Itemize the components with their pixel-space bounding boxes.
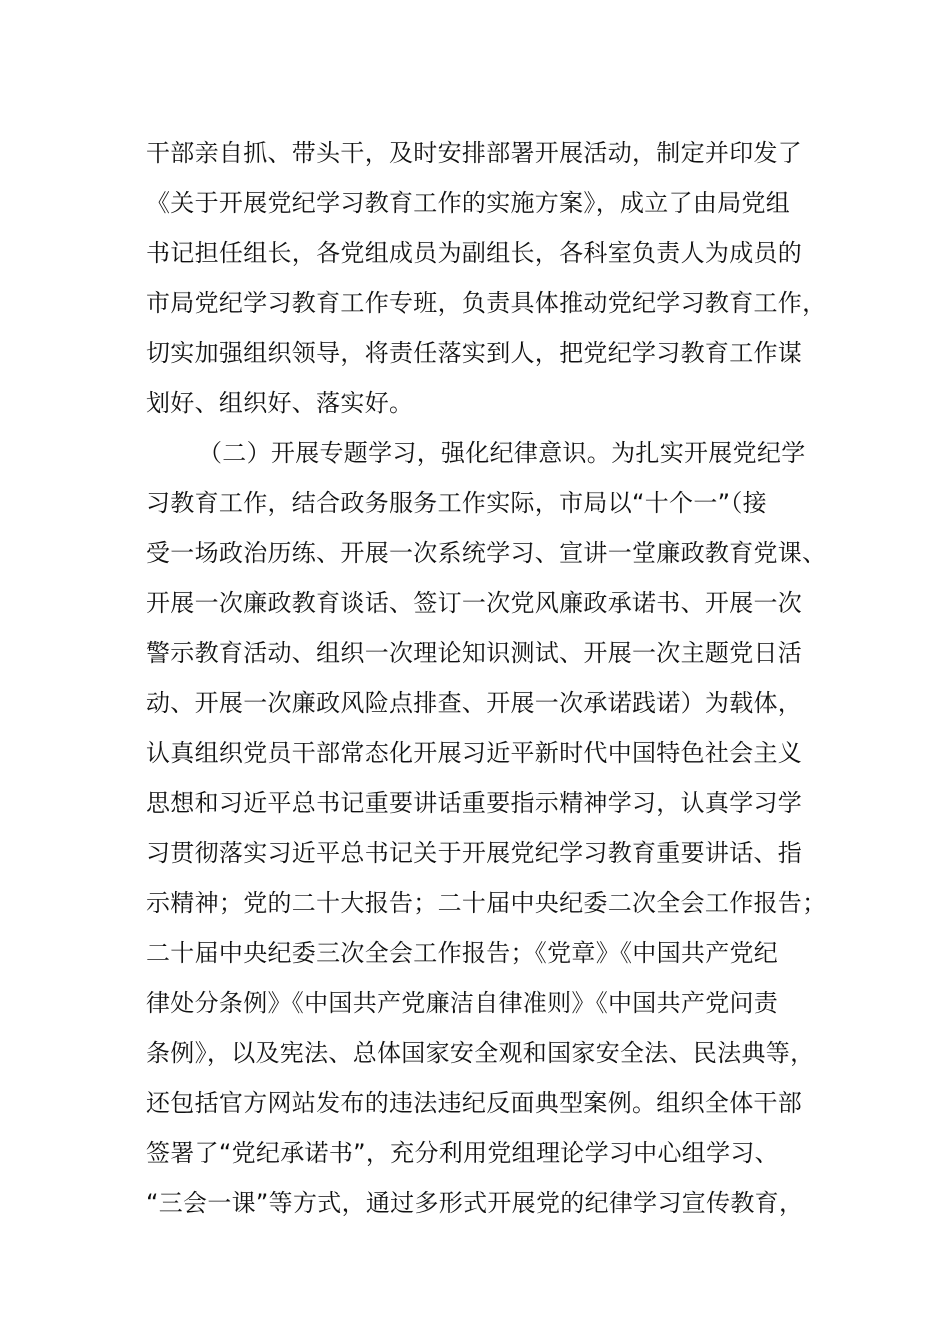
text-line: 切实加强组织领导，将责任落实到人，把党纪学习教育工作谋 — [146, 339, 803, 367]
text-line: 二十届中央纪委三次全会工作报告；《党章》《中国共产党纪 — [146, 939, 779, 967]
text-line: 市局党纪学习教育工作专班，负责具体推动党纪学习教育工作， — [146, 289, 827, 317]
text-line: 习教育工作，结合政务服务工作实际，市局以“十个一”（接 — [146, 489, 767, 517]
text-line: 书记担任组长，各党组成员为副组长，各科室负责人为成员的 — [146, 239, 803, 267]
text-line: （二）开展专题学习，强化纪律意识。为扎实开展党纪学 — [198, 439, 806, 467]
text-line: 律处分条例》《中国共产党廉洁自律准则》《中国共产党问责 — [146, 989, 779, 1017]
text-line: 划好、组织好、落实好。 — [146, 389, 414, 417]
text-line: 受一场政治历练、开展一次系统学习、宣讲一堂廉政教育党课、 — [146, 539, 827, 567]
text-line: 条例》，以及宪法、总体国家安全观和国家安全法、民法典等， — [146, 1039, 815, 1067]
text-line: 签署了“党纪承诺书”，充分利用党组理论学习中心组学习、 — [146, 1139, 779, 1167]
text-line: 警示教育活动、组织一次理论知识测试、开展一次主题党日活 — [146, 639, 803, 667]
text-line: 干部亲自抓、带头干，及时安排部署开展活动，制定并印发了 — [146, 139, 803, 167]
text-line: 习贯彻落实习近平总书记关于开展党纪学习教育重要讲话、指 — [146, 839, 803, 867]
text-line: “三会一课”等方式，通过多形式开展党的纪律学习宣传教育， — [146, 1189, 804, 1217]
text-line: 还包括官方网站发布的违法违纪反面典型案例。组织全体干部 — [146, 1089, 803, 1117]
text-line: 开展一次廉政教育谈话、签订一次党风廉政承诺书、开展一次 — [146, 589, 803, 617]
document-body — [146, 128, 826, 1228]
text-line: 思想和习近平总书记重要讲话重要指示精神学习，认真学习学 — [146, 789, 803, 817]
text-line: 动、开展一次廉政风险点排查、开展一次承诺践诺）为载体， — [146, 689, 803, 717]
text-line: 认真组织党员干部常态化开展习近平新时代中国特色社会主义 — [146, 739, 803, 767]
text-line: 示精神；党的二十大报告；二十届中央纪委二次全会工作报告； — [146, 889, 827, 917]
text-line: 《关于开展党纪学习教育工作的实施方案》，成立了由局党组 — [146, 189, 791, 217]
